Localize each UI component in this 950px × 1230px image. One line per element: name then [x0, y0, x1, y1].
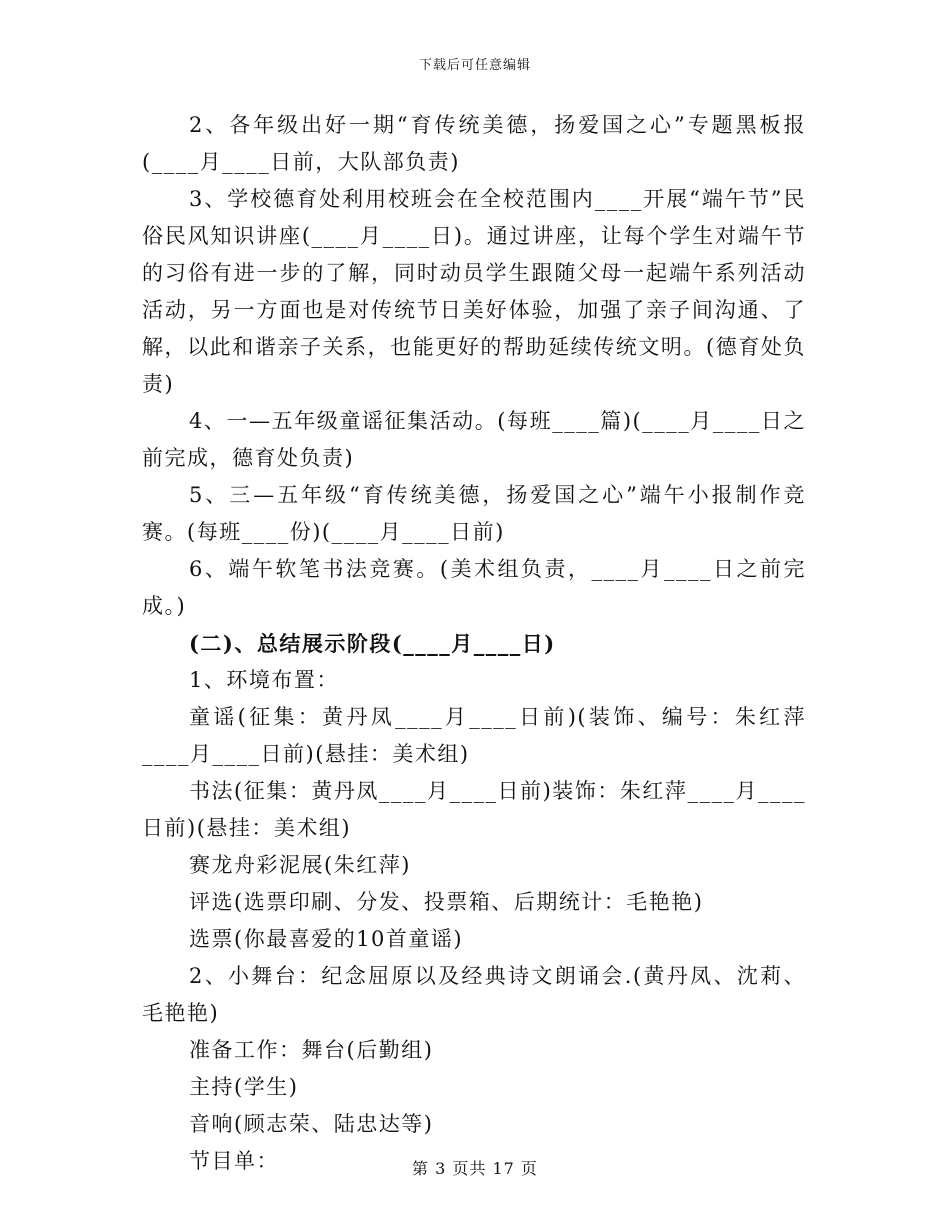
paragraph-item-4: 4、一—五年级童谣征集活动。(每班____篇)(____月____日之前完成，德育处负责) — [142, 409, 806, 470]
stage-item-program-list: 节目单： — [189, 1149, 279, 1173]
paragraph-item-6: 6、端午软笔书法竞赛。(美术组负责，____月____日之前完成。) — [142, 557, 806, 618]
subsection-stage: 2、小舞台：纪念屈原以及经典诗文朗诵会.(黄丹凤、沈莉、毛艳艳) — [142, 964, 806, 1025]
page-footer: 第 3 页共 17 页 — [412, 1159, 538, 1178]
paragraph-item-2: 2、各年级出好一期“育传统美德，扬爱国之心”专题黑板报(____月____日前，大队部负责) — [142, 113, 806, 174]
document-body — [142, 107, 806, 1180]
environment-item-calligraphy: 书法(征集：黄丹凤____月____日前)装饰：朱红萍____月____日前)(悬挂：美术组) — [142, 779, 806, 840]
stage-item-host: 主持(学生) — [189, 1075, 299, 1099]
stage-item-sound: 音响(顾志荣、陆忠达等) — [189, 1112, 434, 1136]
environment-item-voting: 评选(选票印刷、分发、投票箱、后期统计：毛艳艳) — [189, 890, 704, 914]
environment-item-clay-exhibit: 赛龙舟彩泥展(朱红萍) — [189, 853, 411, 877]
paragraph-item-3: 3、学校德育处利用校班会在全校范围内____开展“端午节”民俗民风知识讲座(____月____日)。通过讲座，让每个学生对端午节的习俗有进一步的了解，同时动员学生跟随父母一起端午系列活动活动，另一方面也是对传统节日美好体验，加强了亲子间沟通、了解，以此和谐亲子关系，也能更好的帮助延续传统文明。(德育处负责) — [142, 187, 806, 396]
subsection-environment: 1、环境布置： — [189, 668, 339, 692]
section-heading: (二)、总结展示阶段(____月____日) — [189, 631, 556, 656]
page-header: 下载后可任意编辑 — [418, 58, 531, 73]
stage-item-preparation: 准备工作：舞台(后勤组) — [189, 1038, 434, 1062]
environment-item-ballot: 选票(你最喜爱的10首童谣) — [189, 927, 464, 951]
paragraph-item-5: 5、三—五年级“育传统美德，扬爱国之心”端午小报制作竞赛。(每班____份)(____月____日前) — [142, 483, 806, 544]
environment-item-nursery-rhymes: 童谣(征集：黄丹凤____月____日前)(装饰、编号：朱红萍____月____日前)(悬挂：美术组) — [142, 705, 806, 766]
